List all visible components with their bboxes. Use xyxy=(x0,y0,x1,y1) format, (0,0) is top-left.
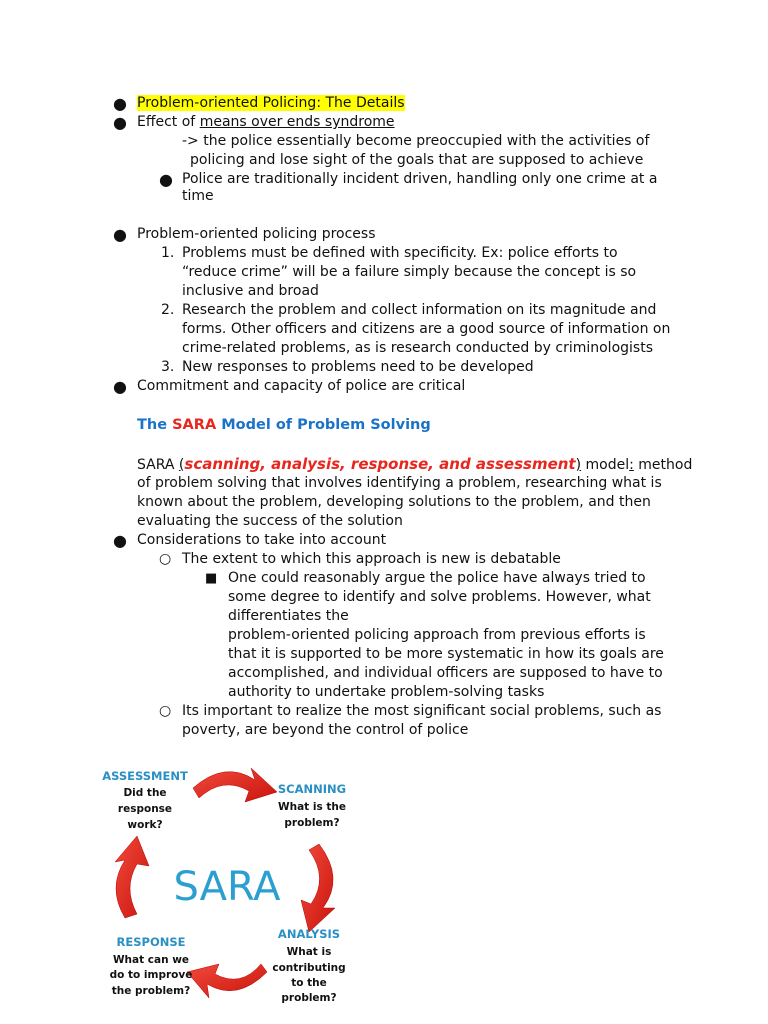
detail-line: accomplished, and individual officers are supposed to have to xyxy=(228,665,663,681)
cycle-arrow-bottom xyxy=(187,964,267,998)
bullet-dot: ● xyxy=(113,377,127,396)
considerations-sub-1: The extent to which this approach is new is debatable xyxy=(182,551,561,567)
list-item-line: crime-related problems, as is research conducted by criminologists xyxy=(182,340,653,356)
list-number: 3. xyxy=(161,359,175,375)
considerations-sub-2-line-2: poverty, are beyond the control of police xyxy=(182,722,469,738)
cycle-arrow-top xyxy=(193,768,277,802)
process-title: Problem-oriented policing process xyxy=(137,226,376,242)
scanning-line: problem? xyxy=(284,817,340,829)
sara-cycle-diagram xyxy=(95,758,355,1018)
detail-line: One could reasonably argue the police have always tried to xyxy=(228,570,646,586)
list-item-line: Research the problem and collect information on its magnitude and xyxy=(182,302,657,318)
list-number: 2. xyxy=(161,302,175,318)
bullet-circle: ○ xyxy=(159,551,172,567)
response-title: RESPONSE xyxy=(116,935,186,949)
detail-line: differentiates the xyxy=(228,608,349,624)
analysis-line: to the xyxy=(291,977,327,989)
list-number: 1. xyxy=(161,245,175,261)
bullet-dot: ● xyxy=(159,170,173,189)
analysis-line: problem? xyxy=(281,992,337,1004)
assessment-line: response xyxy=(117,803,173,815)
bullet-dot: ● xyxy=(113,225,127,244)
considerations-sub-2-line-1: Its important to realize the most significant social problems, such as xyxy=(182,703,662,719)
assessment-title: ASSESSMENT xyxy=(102,769,188,783)
analysis-line: What is xyxy=(286,946,332,958)
list-item-line: inclusive and broad xyxy=(182,283,319,299)
detail-line: problem-oriented policing approach from previous efforts is xyxy=(228,627,646,643)
sara-center-label: SARA xyxy=(173,864,281,910)
bullet-circle: ○ xyxy=(159,703,172,719)
sara-definition-line-4: evaluating the success of the solution xyxy=(137,513,403,529)
response-line: do to improve xyxy=(109,969,193,981)
sara-definition-line-3: known about the problem, developing solutions to the problem, and then xyxy=(137,494,651,510)
means-over-ends-link: means over ends syndrome xyxy=(199,114,395,130)
detail-line: authority to undertake problem-solving tasks xyxy=(228,684,545,700)
cycle-arrow-right xyxy=(301,844,335,932)
assessment-line: work? xyxy=(127,819,163,831)
bullet-dot: ● xyxy=(113,94,127,113)
section-title-details: Problem-oriented Policing: The Details xyxy=(137,95,405,111)
detail-line: some degree to identify and solve problems. However, what xyxy=(228,589,651,605)
scanning-title: SCANNING xyxy=(277,782,347,796)
list-item-line: Problems must be defined with specificity. Ex: police efforts to xyxy=(182,245,618,261)
list-item-line: forms. Other officers and citizens are a good source of information on xyxy=(182,321,671,337)
effect-line: Effect of means over ends syndrome xyxy=(137,114,395,130)
assessment-line: Did the xyxy=(123,787,167,799)
bullet-square: ■ xyxy=(205,571,218,586)
sara-definition-line-2: of problem solving that involves identifying a problem, researching what is xyxy=(137,475,662,491)
commitment-line: Commitment and capacity of police are critical xyxy=(137,378,466,394)
sara-definition-line-1: SARA (scanning, analysis, response, and assessment) model: method xyxy=(137,455,693,473)
arrow-line-2: policing and lose sight of the goals that are supposed to achieve xyxy=(190,152,644,168)
response-line: the problem? xyxy=(111,985,191,997)
sub-line-2: time xyxy=(182,188,214,204)
sara-heading: The SARA Model of Problem Solving xyxy=(137,417,431,433)
arrow-line-1: -> the police essentially become preoccupied with the activities of xyxy=(182,133,650,149)
scanning-line: What is the xyxy=(278,801,346,813)
list-item-line: New responses to problems need to be developed xyxy=(182,359,534,375)
response-line: What can we xyxy=(112,954,190,966)
detail-line: that it is supported to be more systematic in how its goals are xyxy=(228,646,664,662)
bullet-dot: ● xyxy=(113,113,127,132)
list-item-line: “reduce crime” will be a failure simply because the concept is so xyxy=(182,264,637,280)
analysis-line: contributing xyxy=(272,962,346,974)
analysis-title: ANALYSIS xyxy=(277,927,341,941)
bullet-dot: ● xyxy=(113,531,127,550)
cycle-arrow-left xyxy=(115,836,149,918)
considerations-title: Considerations to take into account xyxy=(137,532,387,548)
sub-line-1: Police are traditionally incident driven, handling only one crime at a xyxy=(182,171,658,187)
